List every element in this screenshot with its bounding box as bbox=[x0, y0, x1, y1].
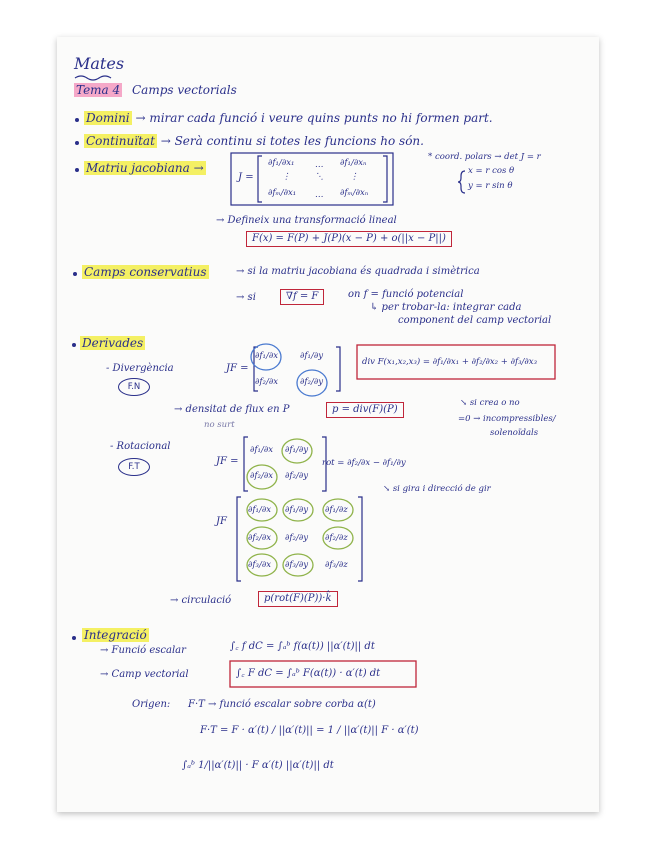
gradient-box: ∇f = F bbox=[280, 289, 324, 305]
ft2-text: F·T = F · α′(t) / ||α′(t)|| = 1 / ||α′(t)|| F · α′(t) bbox=[200, 725, 419, 736]
jac-cell: ⋮ bbox=[350, 172, 359, 182]
rot3-jf: JF bbox=[216, 516, 227, 527]
potencial-text: on f = funció potencial bbox=[348, 289, 464, 300]
densitat-text: → densitat de flux en P bbox=[174, 404, 290, 415]
div-formula: div F(x₁,x₂,x₃) = ∂f₁/∂x₁ + ∂f₂/∂x₂ + ∂f₃/∂x₃ bbox=[362, 357, 538, 367]
rot-jf: JF = bbox=[216, 456, 239, 467]
rot3-cell: ∂f₃/∂z bbox=[325, 560, 348, 570]
escalar-label: → Funció escalar bbox=[100, 645, 186, 656]
rot3-cell: ∂f₁/∂z bbox=[325, 505, 348, 515]
tema-label: Tema 4 bbox=[76, 83, 121, 97]
jac-cell: ∂fₘ/∂x₁ bbox=[268, 188, 297, 198]
jac-cell: ∂fₘ/∂xₙ bbox=[340, 188, 369, 198]
continuitat-text: → Serà continu si totes les funcions ho són. bbox=[160, 134, 424, 148]
continuitat-line bbox=[84, 134, 424, 148]
conservatius-label bbox=[82, 265, 209, 279]
bullet bbox=[72, 343, 76, 347]
polars-x: x = r cos θ bbox=[468, 166, 515, 176]
derivades-label bbox=[80, 336, 145, 350]
jac-cell: ⋮ bbox=[282, 172, 291, 182]
rot-cell: ∂f₂/∂y bbox=[285, 471, 309, 481]
domini-text: → mirar cada funció i veure quins punts no hi formen part. bbox=[135, 111, 493, 125]
conservatius-si: → si bbox=[236, 292, 256, 303]
rot3-cell: ∂f₃/∂x bbox=[248, 560, 272, 570]
rot3-cell: ∂f₃/∂y bbox=[285, 560, 309, 570]
rot-cell: ∂f₁/∂x bbox=[250, 445, 274, 455]
divergencia-label: - Divergència bbox=[106, 363, 174, 374]
jacobiana-label bbox=[84, 161, 206, 175]
jac-cell: … bbox=[315, 160, 324, 170]
vectorial-formula: ∫꜀ F dC = ∫ₐᵇ F(α(t)) · α′(t) dt bbox=[236, 668, 381, 679]
div-cell: ∂f₂/∂y bbox=[300, 377, 324, 387]
integracio-label-text: Integració bbox=[84, 628, 147, 642]
div-jf: JF = bbox=[226, 363, 249, 374]
page-title: Mates bbox=[74, 54, 125, 73]
circulacio-box: p(rot(F)(P))·k̂ bbox=[258, 591, 338, 607]
derivades-label-text: Derivades bbox=[82, 336, 144, 350]
densitat-box: p = div(F)(P) bbox=[326, 402, 404, 418]
solenoidals-text: solenoïdals bbox=[490, 428, 539, 438]
integracio-label bbox=[82, 628, 149, 642]
jac-cell: ⋱ bbox=[315, 172, 324, 182]
div-cell: ∂f₂/∂x bbox=[255, 377, 279, 387]
defineix-text: → Defineix una transformació lineal bbox=[216, 215, 397, 226]
vectorial-label: → Camp vectorial bbox=[100, 669, 189, 680]
rot3-cell: ∂f₂/∂y bbox=[285, 533, 309, 543]
rot3-cell: ∂f₂/∂x bbox=[248, 533, 272, 543]
nosurt-text: no surt bbox=[204, 420, 235, 430]
bullet bbox=[72, 636, 76, 640]
si-crea-text: ↘ si crea o no bbox=[460, 398, 520, 408]
divergencia-code: F.N bbox=[118, 378, 150, 396]
gira-text: ↘ si gira i direcció de gir bbox=[383, 484, 491, 494]
rotacional-label: - Rotacional bbox=[110, 441, 171, 452]
div-cell: ∂f₁/∂y bbox=[300, 351, 324, 361]
conservatius-label-text: Camps conservatius bbox=[84, 265, 207, 279]
bullet bbox=[75, 141, 79, 145]
rot3-cell: ∂f₁/∂x bbox=[248, 505, 272, 515]
rot-cell: ∂f₂/∂x bbox=[250, 471, 274, 481]
incompressibles-text: =0 → incompressibles/ bbox=[458, 414, 556, 424]
continuitat-label: Continuïtat bbox=[86, 134, 155, 148]
tema-heading bbox=[74, 83, 237, 97]
rot3-cell: ∂f₂/∂z bbox=[325, 533, 348, 543]
bullet bbox=[75, 168, 79, 172]
circulacio-text: → circulació bbox=[170, 595, 232, 606]
rot-eq: rot = ∂f₂/∂x − ∂f₁/∂y bbox=[322, 458, 406, 468]
jacobiana-label-text: Matriu jacobiana → bbox=[86, 161, 204, 175]
origen-label: Origen: bbox=[132, 699, 171, 710]
jac-cell: … bbox=[315, 190, 324, 200]
domini-label: Domini bbox=[86, 111, 130, 125]
escalar-formula: ∫꜀ f dC = ∫ₐᵇ f(α(t)) ||α′(t)|| dt bbox=[230, 641, 375, 652]
div-cell: ∂f₁/∂x bbox=[255, 351, 279, 361]
jacobiana-j: J = bbox=[238, 172, 254, 183]
polars-title: * coord. polars → det J = r bbox=[428, 152, 541, 162]
ft-text: F·T → funció escalar sobre corba α(t) bbox=[188, 699, 376, 710]
jac-cell: ∂f₁/∂xₙ bbox=[340, 158, 367, 168]
rotacional-code: F.T bbox=[118, 458, 150, 476]
tema-name: Camps vectorials bbox=[131, 83, 237, 97]
bullet bbox=[75, 118, 79, 122]
polars-y: y = r sin θ bbox=[468, 181, 513, 191]
bullet bbox=[73, 272, 77, 276]
rot3-cell: ∂f₁/∂y bbox=[285, 505, 309, 515]
domini-line bbox=[84, 111, 493, 125]
rot-cell: ∂f₁/∂y bbox=[285, 445, 309, 455]
taylor-formula: F(x) = F(P) + J(P)(x − P) + o(||x − P||) bbox=[246, 231, 452, 247]
final-integral: ∫ₐᵇ 1/||α′(t)|| · F α′(t) ||α′(t)|| dt bbox=[182, 760, 334, 771]
component-text: component del camp vectorial bbox=[398, 315, 552, 326]
conservatius-line1: → si la matriu jacobiana és quadrada i simètrica bbox=[236, 266, 480, 277]
jac-cell: ∂f₁/∂x₁ bbox=[268, 158, 295, 168]
trobar-text: ↳ per trobar-la: integrar cada bbox=[370, 302, 522, 313]
